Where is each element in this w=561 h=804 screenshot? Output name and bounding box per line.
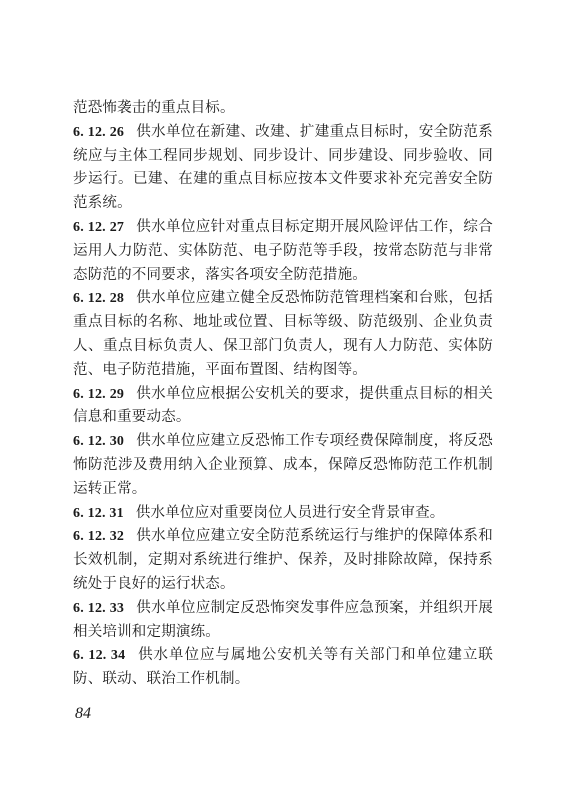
clause-paragraph (73, 383, 493, 431)
clause-text: 供水单位应建立反恐怖工作专项经费保障制度，将反恐怖防范涉及费用纳入企业预算、成本，保障反恐怖防范工作机制运转正常。 (73, 433, 493, 497)
clause-paragraph (73, 502, 493, 526)
clause-text: 供水单位应制定反恐怖突发事件应急预案，并组织开展相关培训和定期演练。 (73, 599, 493, 640)
clause-text: 供水单位应针对重点目标定期开展风险评估工作，综合运用人力防范、实体防范、电子防范等手段，按常态防范与非常态防范的不同要求，落实各项安全防范措施。 (73, 218, 493, 283)
document-body (73, 97, 493, 692)
clause-number: 6. 12. 33 (73, 600, 125, 616)
clause-number: 6. 12. 32 (73, 529, 125, 545)
clause-text: 供水单位应根据公安机关的要求，提供重点目标的相关信息和重要动态。 (73, 385, 493, 426)
clause-paragraph (73, 644, 493, 692)
clause-number: 6. 12. 30 (73, 434, 125, 450)
clause-paragraph (73, 430, 493, 501)
clause-number: 6. 12. 29 (73, 386, 125, 402)
clause-number: 6. 12. 34 (73, 648, 126, 664)
clause-text: 供水单位应建立健全反恐怖防范管理档案和台账，包括重点目标的名称、地址或位置、目标等级、防范级别、企业负责人、重点目标负责人、保卫部门负责人，现有人力防范、实体防范、电子防范措施，平面布置图、结构图等。 (73, 290, 493, 378)
clause-text: 供水单位应建立安全防范系统运行与维护的保障体系和长效机制，定期对系统进行维护、保养，及时排除故障，保持系统处于良好的运行状态。 (73, 528, 493, 592)
clause-number: 6. 12. 31 (73, 505, 124, 521)
clause-number: 6. 12. 27 (73, 219, 125, 235)
clause-number: 6. 12. 26 (73, 124, 125, 140)
clause-text: 供水单位应对重要岗位人员进行安全背景审查。 (135, 504, 445, 521)
clause-text: 供水单位在新建、改建、扩建重点目标时，安全防范系统应与主体工程同步规划、同步设计、同步建设、同步验收、同步运行。已建、在建的重点目标应按本文件要求补充完善安全防范系统。 (73, 123, 493, 212)
clause-paragraph (73, 121, 493, 216)
clause-paragraph (73, 597, 493, 645)
clause-paragraph (73, 287, 493, 382)
clause-paragraph (73, 216, 493, 287)
clause-text: 供水单位应与属地公安机关等有关部门和单位建立联防、联动、联治工作机制。 (73, 647, 493, 688)
clause-paragraph (73, 525, 493, 596)
continuation-paragraph: 范恐怖袭击的重点目标。 (73, 100, 235, 116)
clause-number: 6. 12. 28 (73, 291, 125, 307)
page-number: 84 (75, 705, 91, 722)
